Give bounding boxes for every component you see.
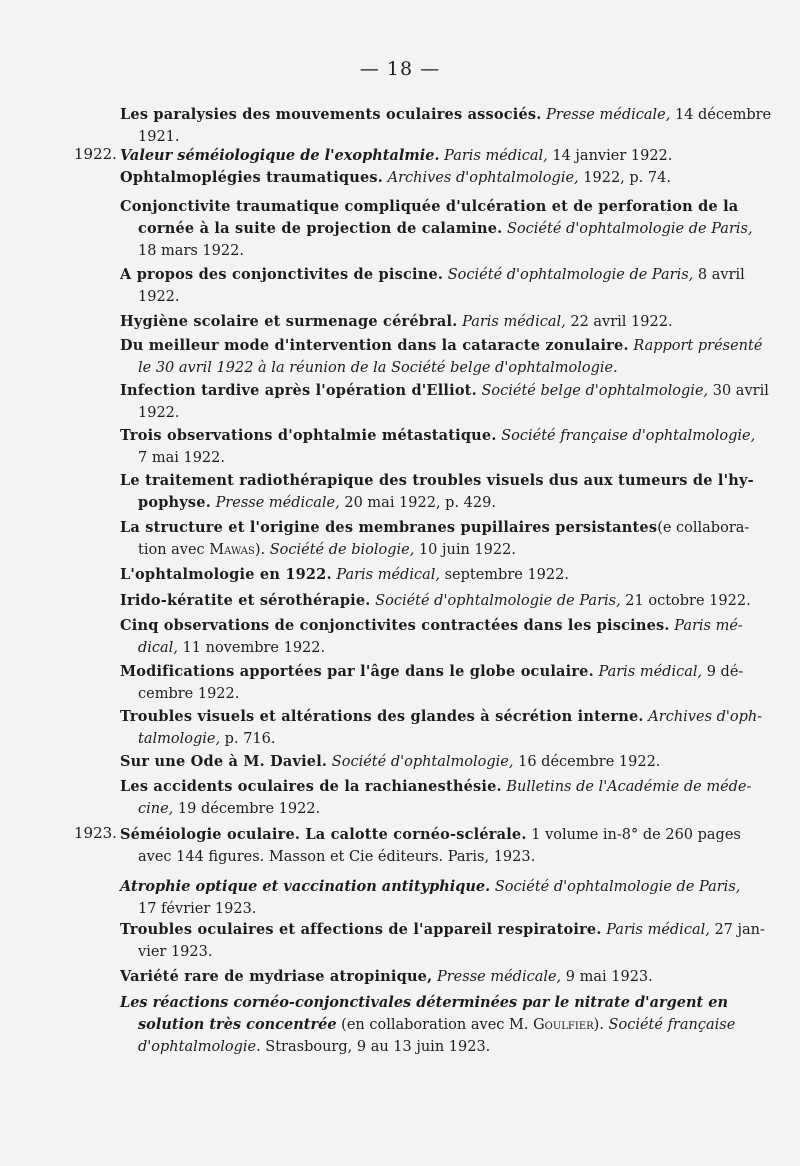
entry-line	[120, 846, 741, 868]
entry-source: Paris médical,	[336, 567, 440, 583]
bibliography-entry	[120, 776, 751, 820]
entry-title: Troubles oculaires et affections de l'appareil respiratoire.	[120, 921, 602, 938]
entry-title: Trois observations d'ophtalmie métastatique.	[120, 427, 497, 444]
bibliography-entry	[120, 590, 751, 612]
entry-title: Du meilleur mode d'intervention dans la cataracte zonulaire.	[120, 337, 629, 354]
entry-source: Société de biologie,	[269, 542, 415, 558]
entry-line	[120, 564, 569, 586]
entry-text: avec 144 figures. Masson et Cie éditeurs. Paris, 1923.	[138, 849, 536, 865]
entry-text: 9 dé-	[702, 664, 744, 680]
bibliography-entry	[120, 104, 771, 148]
entry-title: Les accidents oculaires de la rachianesthésie.	[120, 778, 502, 795]
entry-source: Paris médical,	[462, 314, 566, 330]
entry-source: Société d'ophtalmologie de Paris,	[494, 879, 741, 895]
entry-source: dical,	[138, 640, 178, 656]
entry-text: Goulfier	[533, 1017, 594, 1033]
entry-source: Paris médical,	[444, 148, 548, 164]
bibliography-entry	[120, 706, 762, 750]
entry-line	[120, 824, 741, 846]
entry-source: Archives d'ophtalmologie,	[387, 170, 579, 186]
entry-source: Société d'ophtalmologie,	[331, 754, 514, 770]
entry-source: Société française	[608, 1017, 736, 1033]
entry-title: Hygiène scolaire et surmenage cérébral.	[120, 313, 458, 330]
year-label-1922: 1922.	[74, 145, 117, 163]
bibliography-entry	[120, 145, 672, 167]
entry-text: 17 février 1923.	[138, 901, 257, 917]
entry-text: septembre 1922.	[439, 567, 569, 583]
entry-text: 1922.	[138, 289, 180, 305]
bibliography-entry	[120, 380, 769, 424]
bibliography-entry	[120, 992, 735, 1058]
entry-line	[120, 425, 755, 447]
entry-title: Troubles visuels et altérations des glandes à sécrétion interne.	[120, 708, 644, 725]
entry-line	[120, 311, 673, 333]
entry-title: Valeur séméiologique de l'exophtalmie.	[120, 147, 440, 164]
entry-line	[120, 145, 672, 167]
entry-line	[120, 517, 749, 539]
entry-title: Conjonctivite traumatique compliquée d'ulcération et de perforation de la	[120, 198, 739, 215]
entry-line	[120, 264, 745, 286]
entry-title: L'ophtalmologie en 1922.	[120, 566, 332, 583]
entry-title: Séméiologie oculaire. La calotte cornéo-sclérale.	[120, 826, 527, 843]
entry-text: 27 jan-	[709, 922, 765, 938]
entry-line	[120, 706, 762, 728]
entry-line	[120, 919, 765, 941]
year-label-1923: 1923.	[74, 824, 117, 842]
bibliography-entry	[120, 615, 743, 659]
entry-source: cine,	[138, 801, 174, 817]
entry-title: pophyse.	[138, 494, 211, 511]
entry-text: 1922.	[138, 405, 180, 421]
bibliography-entry	[120, 824, 741, 868]
entry-source: le 30 avril 1922 à la réunion de la Société belge d'ophtalmologie.	[138, 360, 618, 376]
entry-title: Le traitement radiothérapique des troubles visuels dus aux tumeurs de l'hy-	[120, 472, 754, 489]
entry-text: 18 mars 1922.	[138, 243, 244, 259]
entry-line	[120, 492, 754, 514]
entry-text: 30 avril	[708, 383, 769, 399]
entry-title: Les réactions cornéo-conjonctivales déterminées par le nitrate d'argent en	[120, 994, 729, 1011]
entry-title: solution très concentrée	[138, 1016, 337, 1033]
entry-text: 21 octobre 1922.	[620, 593, 751, 609]
page-number: — 18 —	[359, 58, 441, 80]
entry-line	[120, 898, 740, 920]
entry-text: 20 mai 1922, p. 429.	[339, 495, 496, 511]
entry-text: 1 volume in-8° de 260 pages	[526, 827, 741, 843]
entry-text: Mawas	[209, 542, 255, 558]
entry-text: ).	[254, 542, 270, 558]
entry-title: Variété rare de mydriase atropinique,	[120, 968, 433, 985]
entry-source: Archives d'oph-	[648, 709, 763, 725]
entry-line	[120, 683, 743, 705]
entry-line	[120, 776, 751, 798]
entry-text: (e collabora-	[657, 520, 750, 536]
entry-text: 1922, p. 74.	[578, 170, 671, 186]
entry-title: Les paralysies des mouvements oculaires associés.	[120, 106, 542, 123]
entry-source: Société française d'ophtalmologie,	[501, 428, 756, 444]
entry-line	[120, 286, 745, 308]
entry-source: Société belge d'ophtalmologie,	[481, 383, 709, 399]
entry-text: 10 juin 1922.	[414, 542, 516, 558]
bibliography-entry	[120, 661, 743, 705]
entry-text: Strasbourg, 9 au 13 juin 1923.	[260, 1039, 491, 1055]
bibliography-entry	[120, 335, 762, 379]
entry-source: Paris mé-	[674, 618, 743, 634]
bibliography-entry	[120, 167, 671, 189]
entry-line	[120, 590, 751, 612]
bibliography-entry	[120, 919, 765, 963]
bibliography-entry	[120, 564, 569, 586]
entry-source: Société d'ophtalmologie de Paris,	[507, 221, 753, 237]
entry-source: Presse médicale,	[436, 969, 562, 985]
entry-line	[120, 1014, 735, 1036]
entry-title: Atrophie optique et vaccination antityphique.	[120, 878, 491, 895]
entry-text: 9 mai 1923.	[561, 969, 653, 985]
bibliography-entry	[120, 751, 660, 773]
entry-line	[120, 751, 660, 773]
entry-source: d'ophtalmologie.	[138, 1039, 261, 1055]
entry-line	[120, 447, 755, 469]
bibliography-entry	[120, 311, 673, 333]
entry-line	[120, 798, 751, 820]
entry-title: Modifications apportées par l'âge dans le globe oculaire.	[120, 663, 594, 680]
entry-text: p. 716.	[220, 731, 276, 747]
entry-title: Infection tardive après l'opération d'Elliot.	[120, 382, 477, 399]
entry-line	[120, 615, 743, 637]
bibliography-entry	[120, 196, 753, 262]
entry-text: ).	[593, 1017, 609, 1033]
entry-line	[120, 167, 671, 189]
entry-text: 16 décembre 1922.	[513, 754, 661, 770]
entry-source: Presse médicale,	[546, 107, 671, 123]
entry-line	[120, 335, 762, 357]
entry-title: La structure et l'origine des membranes pupillaires persistantes	[120, 519, 658, 536]
entry-text: tion avec	[138, 542, 210, 558]
entry-line	[120, 992, 735, 1014]
entry-text: cembre 1922.	[138, 686, 240, 702]
entry-title: Irido-kératite et sérothérapie.	[120, 592, 371, 609]
entry-text: (en collaboration avec M.	[336, 1017, 534, 1033]
entry-source: Société d'ophtalmologie de Paris,	[375, 593, 621, 609]
entry-source: Paris médical,	[598, 664, 703, 680]
entry-text: 11 novembre 1922.	[177, 640, 326, 656]
entry-title: Ophtalmoplégies traumatiques.	[120, 169, 384, 186]
entry-text: 14 janvier 1922.	[547, 148, 673, 164]
entry-source: Bulletins de l'Académie de méde-	[506, 779, 752, 795]
entry-title: cornée à la suite de projection de calamine.	[138, 220, 503, 237]
entry-line	[120, 1036, 735, 1058]
entry-line	[120, 196, 753, 218]
bibliography-entry	[120, 876, 740, 920]
entry-line	[120, 539, 749, 561]
entry-line	[120, 876, 740, 898]
bibliography-entry	[120, 966, 653, 988]
entry-title: Sur une Ode à M. Daviel.	[120, 753, 328, 770]
entry-text: vier 1923.	[138, 944, 213, 960]
entry-text: 22 avril 1922.	[565, 314, 673, 330]
entry-text: 19 décembre 1922.	[173, 801, 321, 817]
entry-source: Société d'ophtalmologie de Paris,	[447, 267, 694, 283]
entry-line	[120, 357, 762, 379]
entry-line	[120, 966, 653, 988]
entry-text: 7 mai 1922.	[138, 450, 225, 466]
entry-source: talmologie,	[138, 731, 221, 747]
entry-text: 1921.	[138, 129, 180, 145]
bibliography-entry	[120, 425, 755, 469]
entry-line	[120, 104, 771, 126]
bibliography-entry	[120, 517, 749, 561]
entry-text: 14 décembre	[670, 107, 772, 123]
entry-line	[120, 941, 765, 963]
entry-line	[120, 218, 753, 240]
entry-line	[120, 637, 743, 659]
entry-title: Cinq observations de conjonctivites contractées dans les piscines.	[120, 617, 670, 634]
entry-line	[120, 240, 753, 262]
entry-source: Presse médicale,	[215, 495, 340, 511]
bibliography-entry	[120, 264, 745, 308]
entry-title: A propos des conjonctivites de piscine.	[120, 266, 444, 283]
entry-source: Rapport présenté	[633, 338, 763, 354]
entry-line	[120, 470, 754, 492]
entry-line	[120, 402, 769, 424]
entry-text: 8 avril	[693, 267, 745, 283]
bibliography-entry	[120, 470, 754, 514]
entry-line	[120, 380, 769, 402]
entry-source: Paris médical,	[606, 922, 710, 938]
entry-line	[120, 728, 762, 750]
entry-line	[120, 661, 743, 683]
